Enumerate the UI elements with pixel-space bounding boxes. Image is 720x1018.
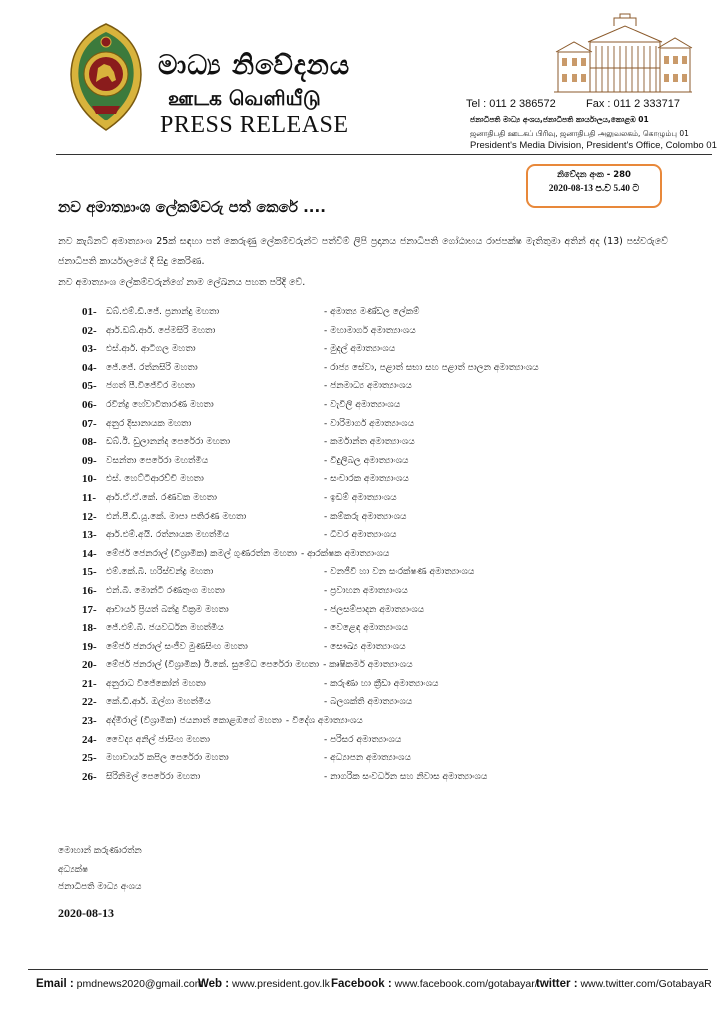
presidents-office-building-logo (550, 12, 696, 94)
ministry-name: - නාගරික සංවර්ධන සහ නිවාස අමාත්‍යාංශය (324, 771, 488, 782)
ministry-name: - වෙළෙඳ අමාත්‍යාංශය (324, 623, 409, 634)
ministry-name: - ඉඩම් අමාත්‍යාංශය (324, 492, 397, 503)
email-link[interactable]: pmdnews2020@gmail.com (76, 978, 204, 990)
row-number: 23- (82, 715, 97, 728)
secretary-row (82, 713, 682, 732)
secretary-name (106, 530, 229, 540)
footer-facebook (331, 978, 538, 990)
ministry-name: - කම්කරු අමාත්‍යාංශය (324, 511, 407, 522)
secretary-name-text: ජගත් පී.විජේවීර මහතා (106, 381, 195, 392)
secretaries-list (82, 304, 682, 787)
email-label: Email : (36, 978, 74, 990)
secretary-name (106, 456, 208, 466)
secretary-name-text: වෛද්‍ය අනිල් ජාසිංහ මහතා (106, 734, 210, 745)
row-number: 18- (82, 622, 97, 635)
footer-twitter (536, 978, 712, 990)
secretary-row (82, 676, 682, 695)
twitter-label: twitter : (536, 978, 578, 990)
ministry-name: - සෞඛ්‍ය අමාත්‍යාංශය (324, 641, 406, 652)
title-english: PRESS RELEASE (160, 112, 349, 138)
secretary-name-text: එස්. හෙට්ටිආරච්චි මහතා (106, 474, 204, 485)
row-number: 05- (82, 380, 97, 393)
secretary-name (106, 567, 213, 577)
secretary-name-text: මේජර් ජනරාල් සංජීව මුණසිංහ මහතා (106, 641, 248, 652)
ministry-name: - වනජීවී හා වන සංරක්ෂණ අමාත්‍යාංශය (324, 567, 475, 578)
secretary-name (106, 753, 229, 763)
secretary-name-text: රවින්ද්‍ර හේවාවිතාරණ මහතා (106, 399, 214, 410)
secretary-name (106, 437, 230, 447)
secretary-row (82, 639, 682, 658)
secretary-row (82, 360, 682, 379)
intro-paragraph: නව කැබිනට් අමාත්‍යාංශ 25ක් සඳහා පත් කෙරුණු ලේකම්වරුන්ට පත්වීම් ලිපි ප්‍රදානය ජනාධිපති ගෝඨාභය රාජපක්ෂ මැතිතුමා අතින් අද (13) පස්වරුවේ ජනාධිපති කාර්යාලයේ දී සිදු කෙරිණ. (58, 236, 668, 267)
secretary-name-text: එන්.පී.ඩී.යූ.කේ. මාපා පතිරණ මහතා (106, 511, 247, 522)
secretary-name (106, 512, 246, 522)
secretary-name-text: ඩබ්.ඊ. ඩුලානන්ද පෙරේරා මහතා (106, 437, 231, 448)
row-number: 01- (82, 306, 97, 318)
row-number: 22- (82, 696, 97, 709)
title-tamil: ஊடக வெளியீடு (168, 86, 321, 110)
footer-divider (28, 969, 708, 970)
row-number: 10- (82, 473, 97, 486)
secretary-name-text: එම්.කේ.බී. හරිස්චන්ද්‍ර මහතා (106, 567, 214, 578)
row-number: 15- (82, 566, 97, 579)
secretary-name-text: මේජර් ජනරාල් (විශ්‍රාමික) ඊ.කේ. සුමේධ පෙරේරා මහතා (106, 660, 320, 671)
row-number: 07- (82, 417, 97, 430)
secretary-row (82, 602, 682, 621)
secretary-name-text: ඩබ්.එම්.ඩී.ජේ. ප්‍රනාන්දු මහතා (106, 307, 220, 317)
ministry-name: - සංචාරක අමාත්‍යාංශය (324, 474, 409, 485)
ministry-name: - විදේශ අමාත්‍යාංශය (285, 716, 363, 727)
list-intro-text: නව අමාත්‍යාංශ ලේකම්වරුන්ගේ නාම ලේඛනය පහත පරිදි වේ. (58, 277, 306, 288)
twitter-link[interactable]: www.twitter.com/GotabayaR (580, 978, 712, 990)
secretary-row (82, 546, 682, 565)
secretary-row (82, 341, 682, 360)
office-address-tamil: ஜனாதிபதி ஊடகப் பிரிவு, ஜனாதிபதி அலுவலகம், கொழும்பு 01 (470, 129, 689, 138)
ministry-name: - ජනමාධ්‍ය අමාත්‍යාංශය (324, 381, 412, 392)
secretary-row (82, 769, 682, 788)
row-number: 09- (82, 454, 97, 467)
ministry-name: - කෘෂිකර්ම අමාත්‍යාංශය (323, 660, 413, 671)
row-number: 19- (82, 640, 97, 653)
secretary-row (82, 694, 682, 713)
ministry-name: - වාරිමාර්ග අමාත්‍යාංශය (324, 418, 415, 429)
ministry-name: - ආරක්ෂක අමාත්‍යාංශය (300, 548, 390, 559)
secretary-row (82, 416, 682, 435)
secretary-name-text: මහාචාර්ය කපිල පෙරේරා මහතා (106, 753, 229, 764)
secretary-row (82, 509, 682, 528)
secretary-row (82, 471, 682, 490)
secretary-row (82, 434, 682, 453)
sri-lanka-emblem-logo (62, 22, 150, 134)
ministry-name: - බලශක්ති අමාත්‍යාංශය (324, 697, 413, 708)
secretary-row (82, 620, 682, 639)
ministry-name: - ජලසම්පාදන අමාත්‍යාංශය (324, 604, 425, 615)
secretary-row (82, 732, 682, 751)
office-address-sinhala: ජනාධිපති මාධ්‍ය අංශය,ජනාධිපති කාර්යාලය,කොළඹ 01 (470, 115, 649, 124)
secretary-name (106, 660, 413, 670)
secretary-name-text: එන්.බී. මොන්ටි රණතුංග මහතා (106, 585, 225, 596)
secretary-row (82, 304, 682, 323)
secretary-name (106, 772, 200, 782)
secretary-name (106, 344, 196, 354)
secretary-row (82, 490, 682, 509)
telephone-number: Tel : 011 2 386572 (466, 98, 556, 110)
ministry-name: - අධ්‍යාපන අමාත්‍යාංශය (324, 753, 411, 764)
secretary-row (82, 453, 682, 472)
facebook-link[interactable]: www.facebook.com/gotabayar/ (394, 978, 538, 990)
secretary-row (82, 750, 682, 769)
secretary-row (82, 378, 682, 397)
secretary-name (106, 493, 217, 503)
office-address-english: President's Media Division, President's Office, Colombo 01 (470, 140, 717, 151)
row-number: 13- (82, 529, 97, 542)
row-number: 06- (82, 398, 97, 411)
secretary-name (106, 400, 214, 410)
secretary-row (82, 527, 682, 546)
ministry-name: - වැවිලි අමාත්‍යාංශය (324, 399, 401, 410)
secretary-name (106, 716, 363, 726)
title-sinhala: මාධ්‍ය නිවේදනය (158, 50, 351, 81)
secretary-name-text: අනුර දිසානායක මහතා (106, 418, 192, 429)
row-number: 14- (82, 547, 97, 560)
secretary-row (82, 397, 682, 416)
secretary-name (106, 697, 211, 707)
row-number: 04- (82, 361, 97, 374)
secretary-name (106, 326, 215, 336)
row-number: 16- (82, 584, 97, 597)
secretary-name (106, 735, 210, 745)
signatory-title: අධ්‍යක්ෂ (58, 865, 89, 875)
secretary-name-text: ජේ.ජේ. රත්නසිරි මහතා (106, 362, 198, 373)
secretary-name-text: සිරිනිමල් පෙරේරා මහතා (106, 771, 201, 782)
footer-web (198, 978, 330, 990)
secretary-name (106, 605, 229, 615)
row-number: 12- (82, 510, 97, 523)
row-number: 20- (82, 659, 97, 672)
secretary-name (106, 419, 191, 429)
row-number: 24- (82, 733, 97, 746)
ministry-name: - කර්මාන්ත අමාත්‍යාංශය (324, 437, 415, 448)
secretary-name (106, 307, 219, 317)
secretary-name-text: ජේ.එම්.බී. ජයවර්ධන මහත්මිය (106, 623, 224, 634)
ministry-name: - ධීවර අමාත්‍යාංශය (324, 530, 397, 541)
secretary-name-text: අනුරාධ විජේකෝන් මහතා (106, 678, 206, 689)
ministry-name: - රාජ්‍ය සේවා, පළාත් සභා සහ පළාත් පාලන අමාත්‍යාංශය (324, 362, 539, 373)
secretary-name-text: කේ.ඩී.ආර්. ඔල්ගා මහත්මිය (106, 697, 211, 708)
secretary-row (82, 323, 682, 342)
secretary-name-text: ආචාර්ය ප්‍රියත් බන්දු වික්‍රම මහතා (106, 604, 229, 615)
secretary-name (106, 679, 206, 689)
secretary-name (106, 381, 195, 391)
secretary-name-text: මේජර් ජෙනරාල් (විශ්‍රාමික) කමල් ගුණරත්න මහතා (106, 548, 297, 559)
ministry-name: - අමාත්‍ය මණ්ඩල ලේකම් (324, 307, 420, 317)
row-number: 08- (82, 436, 97, 449)
ministry-name: - ප්‍රවාහන අමාත්‍යාංශය (324, 585, 408, 596)
footer-email (36, 978, 203, 990)
signatory-department: ජනාධිපති මාධ්‍ය අංශය (58, 882, 142, 892)
secretary-name (106, 363, 198, 373)
website-link[interactable]: www.president.gov.lk (232, 978, 330, 990)
notice-datetime: 2020-08-13 ප.ව 5.40 ට (548, 184, 640, 194)
secretary-name (106, 549, 389, 559)
ministry-name: - පරිසර අමාත්‍යාංශය (324, 734, 402, 745)
secretary-name-text: අද්මිරාල් (විශ්‍රාමික) ජයනාත් කොළඹගේ මහතා (106, 716, 282, 727)
row-number: 17- (82, 603, 97, 616)
ministry-name: - මහාමාර්ග අමාත්‍යාංශය (324, 325, 416, 336)
press-release-headline: නව අමාත්‍යාංශ ලේකම්වරු පත් කෙරේ .... (58, 198, 326, 216)
row-number: 25- (82, 752, 97, 765)
secretary-row (82, 657, 682, 676)
secretary-row (82, 583, 682, 602)
secretary-name-text: ආර්.ඩබ්.ආර්. පේමසිරි මහතා (106, 325, 216, 336)
secretary-name (106, 642, 248, 652)
notice-number-box (526, 164, 662, 208)
secretary-name (106, 586, 225, 596)
secretary-name-text: වසන්තා පෙරේරා මහත්මිය (106, 455, 209, 466)
secretary-name (106, 623, 224, 633)
ministry-name: - මුදල් අමාත්‍යාංශය (324, 344, 396, 355)
ministry-name: - විදුලිබල අමාත්‍යාංශය (324, 455, 409, 466)
row-number: 11- (82, 491, 97, 504)
notice-number: නිවේදන අංක - 280 (557, 170, 631, 180)
secretary-name (106, 474, 204, 484)
fax-number: Fax : 011 2 333717 (586, 98, 680, 110)
web-label: Web : (198, 978, 230, 990)
row-number: 02- (82, 324, 97, 337)
facebook-label: Facebook : (331, 978, 392, 990)
release-date: 2020-08-13 (58, 906, 114, 920)
secretary-name-text: එස්.ආර්. ආටිගල මහතා (106, 344, 196, 355)
header-divider (56, 154, 712, 155)
secretary-name-text: ආර්.එම්.අයි. රත්නායක මහත්මිය (106, 530, 230, 541)
secretary-name-text: ආර්.ඒ.ඒ.කේ. රණවක මහතා (106, 492, 217, 503)
row-number: 03- (82, 343, 97, 356)
row-number: 26- (82, 770, 97, 783)
row-number: 21- (82, 677, 97, 690)
signatory-name: මොහාන් කරුණාරත්න (58, 846, 142, 856)
ministry-name: - කරුණා හා ක්‍රීඩා අමාත්‍යාංශය (324, 678, 439, 689)
secretary-row (82, 564, 682, 583)
